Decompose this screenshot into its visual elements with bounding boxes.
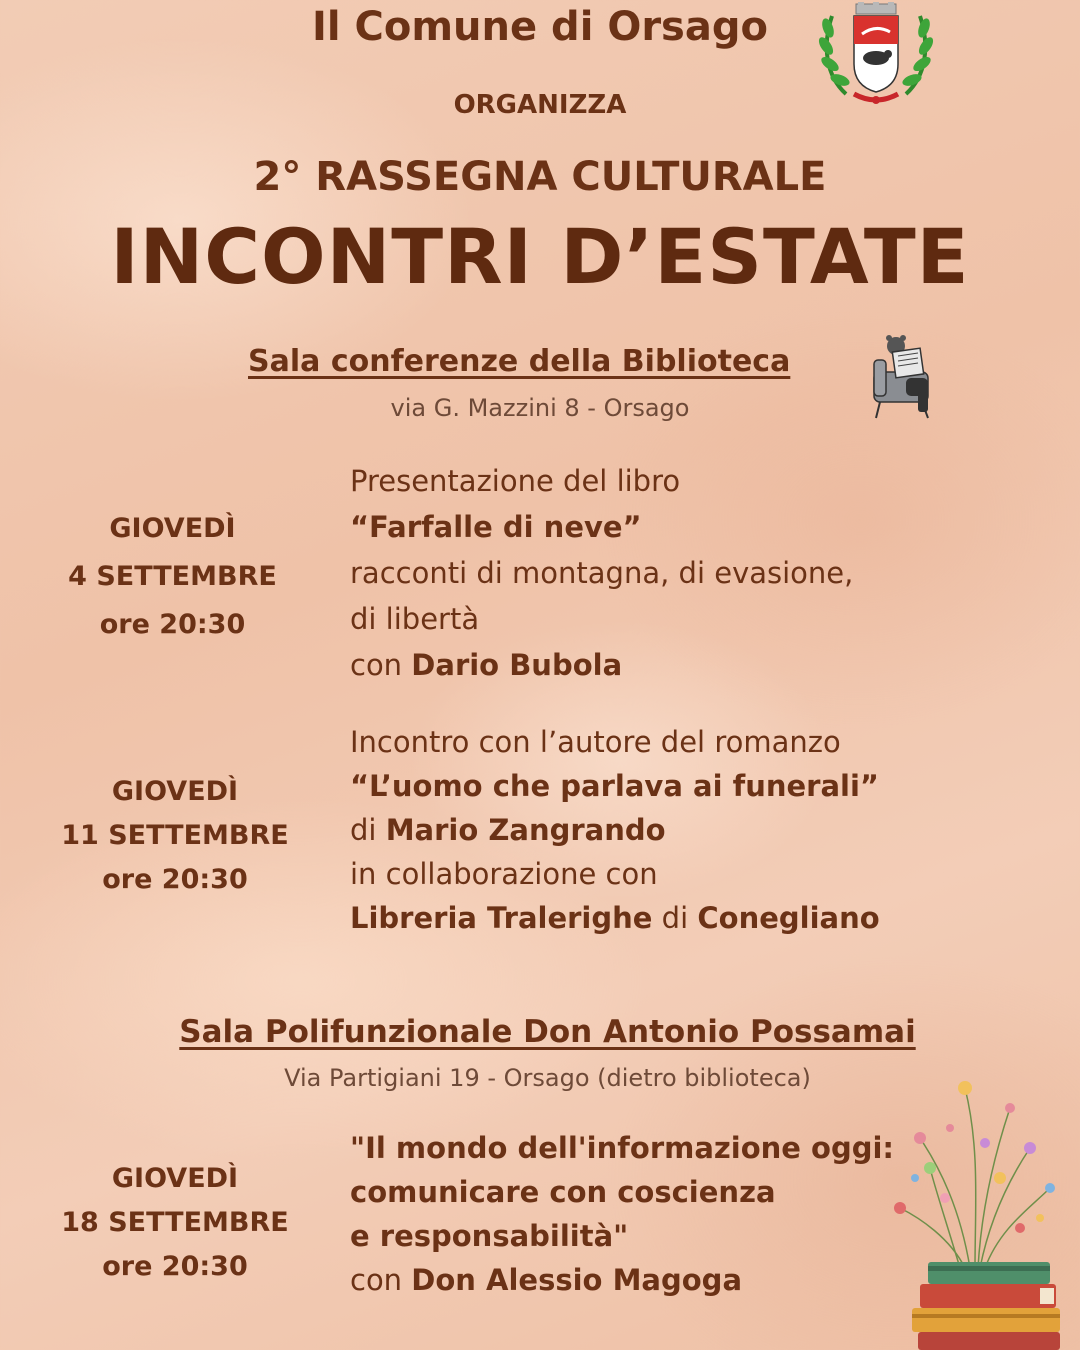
event2-city: Conegliano	[697, 901, 880, 935]
event3-description	[350, 1126, 894, 1302]
venue1-name: Sala conferenze della Biblioteca	[248, 344, 791, 379]
event2-day: GIOVEDÌ	[111, 776, 239, 807]
venue1-address: via G. Mazzini 8 - Orsago	[390, 394, 690, 422]
event1-day: GIOVEDÌ	[109, 513, 236, 544]
event3-title-line3: e responsabilità"	[350, 1219, 629, 1253]
event2-line4: in collaborazione con	[350, 857, 658, 891]
event2-author: Mario Zangrando	[385, 813, 666, 847]
event2-date: 11 SETTEMBRE	[61, 820, 289, 851]
event3-day: GIOVEDÌ	[111, 1163, 239, 1194]
event2-line1: Incontro con l’autore del romanzo	[350, 725, 841, 759]
event2-time: ore 20:30	[102, 864, 248, 895]
event3-date: 18 SETTEMBRE	[61, 1207, 289, 1238]
event3-con: con	[350, 1263, 403, 1297]
event3-time: ore 20:30	[102, 1251, 248, 1282]
event2-datetime	[55, 770, 295, 902]
event1-line1: Presentazione del libro	[350, 464, 681, 498]
event3-speaker: Don Alessio Magoga	[411, 1263, 743, 1297]
event3-datetime	[55, 1157, 295, 1289]
event2-book-title: “L’uomo che parlava ai funerali”	[350, 769, 879, 803]
event1-datetime	[60, 505, 285, 649]
main-title: INCONTRI D’ESTATE	[110, 212, 970, 301]
event3-title-line1: "Il mondo dell'informazione oggi:	[350, 1131, 895, 1165]
event2-di: di	[350, 813, 377, 847]
event1-line4: di libertà	[350, 602, 480, 636]
books-flowers-illustration	[890, 1048, 1060, 1350]
event1-author: Dario Bubola	[411, 648, 623, 682]
event1-con: con	[350, 648, 403, 682]
venue2-address: Via Partigiani 19 - Orsago (dietro biblioteca)	[284, 1064, 811, 1092]
event2-description	[350, 720, 880, 940]
festival-edition: 2° RASSEGNA CULTURALE	[253, 154, 827, 200]
event1-description	[350, 458, 853, 688]
event2-bookshop: Libreria Tralerighe	[350, 901, 653, 935]
venue2-name: Sala Polifunzionale Don Antonio Possamai	[179, 1014, 916, 1050]
organizza-label: ORGANIZZA	[453, 90, 627, 120]
event1-book-title: “Farfalle di neve”	[350, 510, 642, 544]
organizer-name: Il Comune di Orsago	[312, 4, 768, 50]
event1-date: 4 SETTEMBRE	[68, 561, 277, 592]
event1-line3: racconti di montagna, di evasione,	[350, 556, 854, 590]
event3-title-line2: comunicare con coscienza	[350, 1175, 776, 1209]
event1-time: ore 20:30	[99, 609, 246, 640]
reading-bear-icon	[866, 332, 938, 420]
event2-di2: di	[661, 901, 689, 935]
